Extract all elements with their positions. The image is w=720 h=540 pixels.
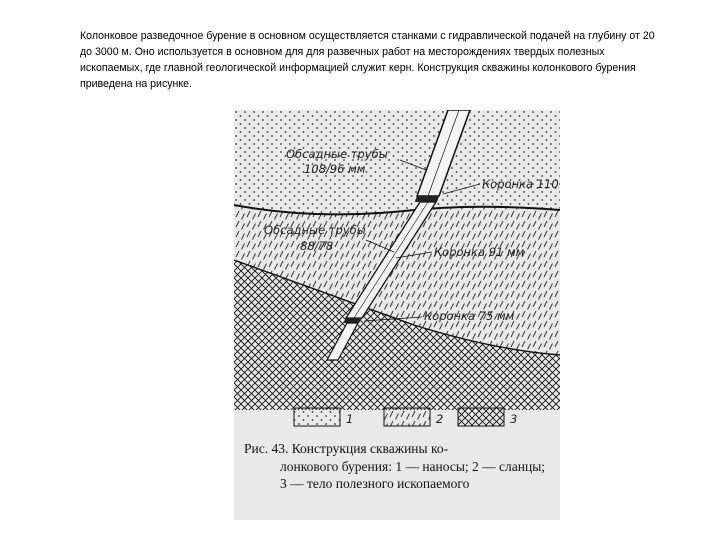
figure-caption-title: Рис. 43. Конструкция скважины ко- <box>244 441 449 456</box>
crown-110 <box>415 196 439 202</box>
crown-91 <box>343 318 362 323</box>
legend-number-2: 2 <box>436 412 444 426</box>
overburden-layer <box>234 110 560 214</box>
label-casing-lower-1: Обсадные трубы <box>264 223 366 237</box>
label-casing-lower-2: 88/78 <box>300 239 334 253</box>
legend-swatch-ore <box>458 408 504 426</box>
label-crown-75: Коронка 75 мм <box>424 309 515 323</box>
borehole-figure <box>234 110 560 520</box>
legend-number-3: 3 <box>510 412 518 426</box>
figure-caption-body: лонкового бурения: 1 — наносы; 2 — сланцы; 3 — тело полезного ископаемого <box>280 459 546 491</box>
label-crown-91: Коронка 91 мм <box>434 245 525 259</box>
intro-paragraph: Колонковое разведочное бурение в основном осуществляется станками с гидравлической подачей на глубину от 20 до 3000 м. Оно используется в основном для для развечных работ на месторождениях твердых полезных ископаемых, где главной геологической информацией служит керн. Конструкция скважины колонкового бурения приведена на рисунке. <box>80 30 655 90</box>
label-casing-upper-2: 108/96 мм <box>304 162 366 176</box>
legend-number-1: 1 <box>346 412 354 426</box>
label-crown-110: Коронка 110 <box>482 177 559 191</box>
legend-swatch-overburden <box>294 408 340 426</box>
legend <box>294 408 517 426</box>
legend-swatch-shale <box>384 408 430 426</box>
label-casing-upper-1: Обсадные трубы <box>286 147 388 161</box>
